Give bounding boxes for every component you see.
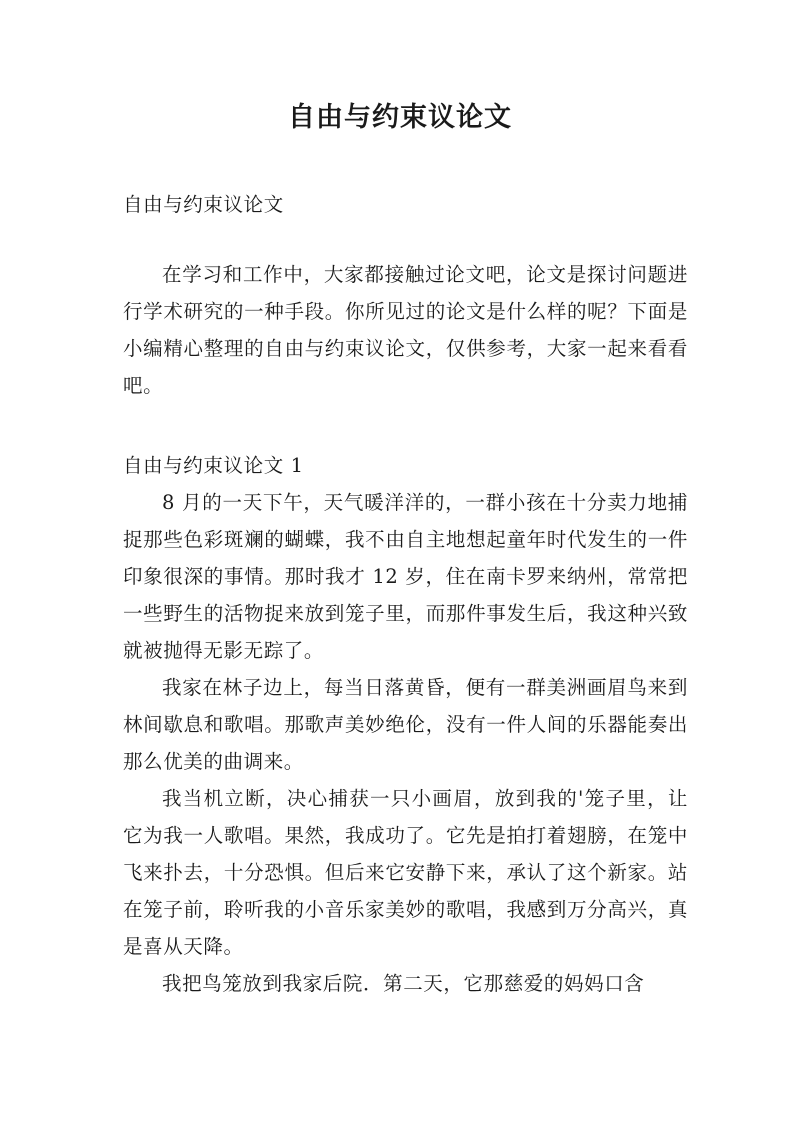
intro-section — [123, 256, 688, 404]
body-section — [123, 484, 688, 1002]
body-paragraph-1: 8 月的一天下午，天气暖洋洋的，一群小孩在十分卖力地捕捉那些色彩斑斓的蝴蝶，我不由自主地想起童年时代发生的一件印象很深的事情。那时我才 12 岁，住在南卡罗来纳州，常常把一些野生的活物捉来放到笼子里，而那件事发生后，我这种兴致就被抛得无影无踪了。 — [123, 491, 688, 662]
body-paragraph-2: 我家在林子边上，每当日落黄昏，便有一群美洲画眉鸟来到林间歇息和歌唱。那歌声美妙绝伦，没有一件人间的乐器能奏出那么优美的曲调来。 — [123, 676, 688, 773]
document-title: 自由与约束议论文 — [288, 102, 512, 133]
intro-paragraph: 在学习和工作中，大家都接触过论文吧，论文是探讨问题进行学术研究的一种手段。你所见过的论文是什么样的呢？下面是小编精心整理的自由与约束议论文，仅供参考，大家一起来看看吧。 — [123, 263, 688, 397]
document-subtitle: 自由与约束议论文 — [123, 193, 284, 216]
section-heading: 自由与约束议论文 1 — [123, 454, 304, 477]
body-paragraph-4: 我把鸟笼放到我家后院．第二天，它那慈爱的妈妈口含 — [162, 972, 645, 995]
body-paragraph-3: 我当机立断，决心捕获一只小画眉，放到我的'笼子里，让它为我一人歌唱。果然，我成功了。它先是拍打着翅膀，在笼中飞来扑去，十分恐惧。但后来它安静下来，承认了这个新家。站在笼子前，聆听我的小音乐家美妙的歌唱，我感到万分高兴，真是喜从天降。 — [123, 787, 688, 958]
